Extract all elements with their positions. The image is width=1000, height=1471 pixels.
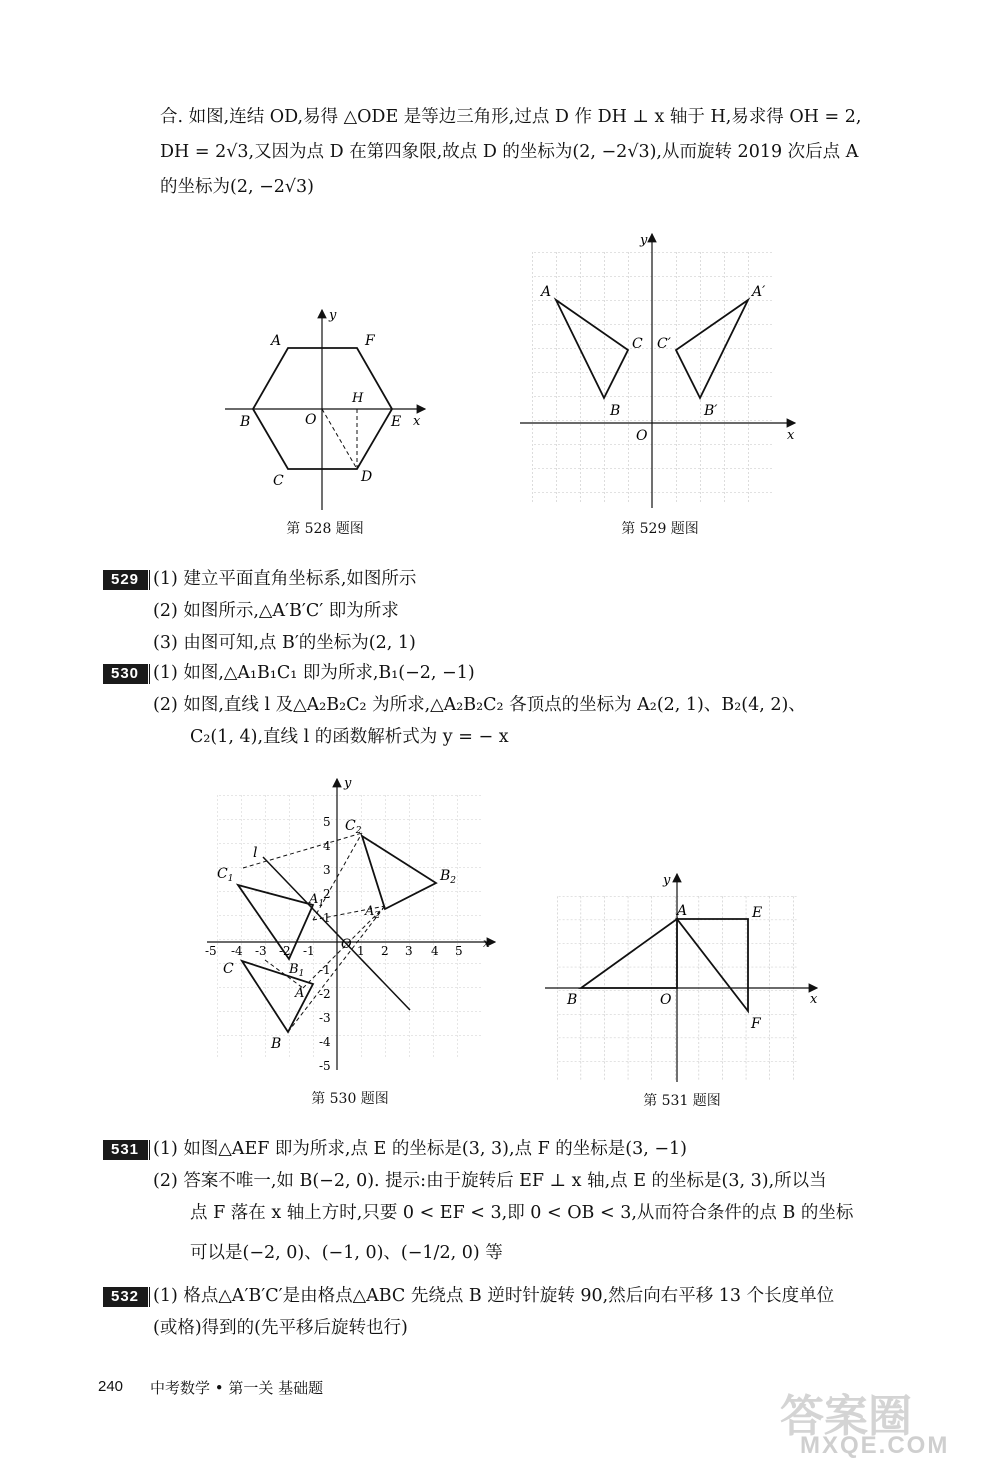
label-A: A [541, 284, 552, 300]
q531-part2b: 点 F 落在 x 轴上方时,只要 0 < EF < 3,即 0 < OB < 3,从而符合条件的点 B 的坐标 [190, 1203, 854, 1223]
label-y: y [640, 233, 648, 248]
figure-529-grid [520, 230, 800, 510]
badge-529: 529 [103, 570, 147, 590]
badge-532: 532 [103, 1287, 147, 1307]
label-O: O [636, 428, 648, 444]
label-B2: $B_2$ [440, 868, 457, 886]
label-x: x [413, 414, 421, 429]
label-y: y [344, 776, 352, 791]
x-tick-4: 4 [431, 944, 439, 958]
label-A: A [295, 986, 305, 1001]
figure-531-grid [545, 870, 825, 1085]
label-C1: $C_1$ [217, 866, 234, 884]
label-E: E [752, 905, 763, 921]
label-B: B [271, 1036, 282, 1052]
x-tick-n1: -1 [303, 944, 315, 958]
label-B: B [610, 403, 621, 419]
y-tick-n2: -2 [319, 987, 331, 1001]
label-O: O [660, 992, 672, 1008]
label-x: x [810, 992, 818, 1007]
label-B: B [567, 992, 578, 1008]
q531-part2c: 可以是(−2, 0)、(−1, 0)、(−1/2, 0) 等 [190, 1243, 503, 1263]
x-tick-1: 1 [357, 944, 365, 958]
caption-529: 第 529 题图 [621, 521, 699, 537]
caption-528: 第 528 题图 [286, 521, 364, 537]
q531-part2a: (2) 答案不唯一,如 B(−2, 0). 提示:由于旋转后 EF ⊥ x 轴,点 E 的坐标是(3, 3),所以当 [153, 1171, 827, 1191]
q529-part2: (2) 如图所示,△A′B′C′ 即为所求 [153, 601, 399, 621]
y-tick-3: 3 [323, 863, 331, 877]
caption-530: 第 530 题图 [311, 1091, 389, 1107]
figure-528-hexagon [225, 305, 435, 515]
q529-part3: (3) 由图可知,点 B′的坐标为(2, 1) [153, 633, 416, 653]
q530-part1: (1) 如图,△A₁B₁C₁ 即为所求,B₁(−2, −1) [153, 663, 475, 683]
footer-title: 中考数学 • 第一关 基础题 [150, 1379, 324, 1397]
badge-531: 531 [103, 1140, 147, 1160]
label-O: O [341, 937, 352, 952]
y-tick-n3: -3 [319, 1011, 331, 1025]
y-tick-n5: -5 [319, 1059, 331, 1073]
label-y: y [663, 873, 671, 888]
page-number: 240 [98, 1378, 124, 1395]
q532-part2: (或格)得到的(先平移后旋转也行) [153, 1318, 408, 1338]
badge-530: 530 [103, 664, 147, 684]
label-A: A [271, 333, 282, 349]
x-tick-n3: -3 [255, 944, 267, 958]
q529-part1: (1) 建立平面直角坐标系,如图所示 [153, 569, 417, 589]
label-B-prime: B′ [704, 403, 718, 419]
q530-part2b: C₂(1, 4),直线 l 的函数解析式为 y = − x [190, 727, 509, 747]
x-tick-2: 2 [381, 944, 389, 958]
label-x: x [483, 936, 490, 950]
label-l: l [253, 845, 258, 861]
x-tick-5: 5 [455, 944, 463, 958]
label-F: F [365, 333, 375, 349]
q531-part1: (1) 如图△AEF 即为所求,点 E 的坐标是(3, 3),点 F 的坐标是(3, −1) [153, 1139, 687, 1159]
label-A: A [677, 903, 688, 919]
label-y: y [329, 308, 337, 323]
x-tick-3: 3 [405, 944, 413, 958]
label-H: H [352, 391, 364, 406]
label-C2: $C_2$ [345, 818, 362, 836]
label-F: F [751, 1016, 761, 1032]
y-tick-4: 4 [323, 839, 331, 853]
label-B1: $B_1$ [289, 962, 305, 979]
label-A2: $A_2$ [365, 904, 381, 921]
q530-part2a: (2) 如图,直线 l 及△A₂B₂C₂ 为所求,△A₂B₂C₂ 各顶点的坐标为 A₂(2, 1)、B₂(4, 2)、 [153, 695, 806, 715]
label-A1: $A_1$ [309, 892, 325, 909]
q532-part1: (1) 格点△A′B′C′是由格点△ABC 先绕点 B 逆时针旋转 90,然后向右平移 13 个长度单位 [153, 1286, 835, 1306]
y-tick-n1: -1 [319, 963, 331, 977]
label-O: O [305, 412, 317, 428]
label-E: E [391, 414, 402, 430]
label-D: D [361, 469, 373, 485]
intro-line-1: 合. 如图,连结 OD,易得 △ODE 是等边三角形,过点 D 作 DH ⊥ x 轴于 H,易求得 OH = 2, [160, 107, 862, 127]
x-tick-n5: -5 [205, 944, 217, 958]
label-C: C [632, 336, 643, 352]
label-C-prime: C′ [657, 336, 671, 352]
intro-line-2: DH = 2√3,又因为点 D 在第四象限,故点 D 的坐标为(2, −2√3),从而旋转 2019 次后点 A [160, 142, 859, 162]
y-tick-n4: -4 [319, 1035, 331, 1049]
intro-line-3: 的坐标为(2, −2√3) [160, 177, 314, 197]
watermark-url: MXQE.COM [800, 1432, 950, 1459]
dashed-od [322, 409, 357, 469]
label-x: x [787, 428, 795, 443]
x-tick-n4: -4 [231, 944, 243, 958]
label-B: B [240, 414, 251, 430]
x-tick-n2: -2 [279, 944, 291, 958]
y-tick-5: 5 [323, 815, 331, 829]
y-tick-2: 2 [323, 887, 331, 901]
label-C: C [223, 961, 234, 977]
caption-531: 第 531 题图 [643, 1093, 721, 1109]
label-C: C [273, 473, 284, 489]
watermark-logo: 答案圈 [780, 1392, 912, 1441]
figure-530-coordinate [205, 775, 500, 1080]
y-tick-1: 1 [323, 911, 331, 925]
label-A-prime: A′ [752, 284, 766, 300]
